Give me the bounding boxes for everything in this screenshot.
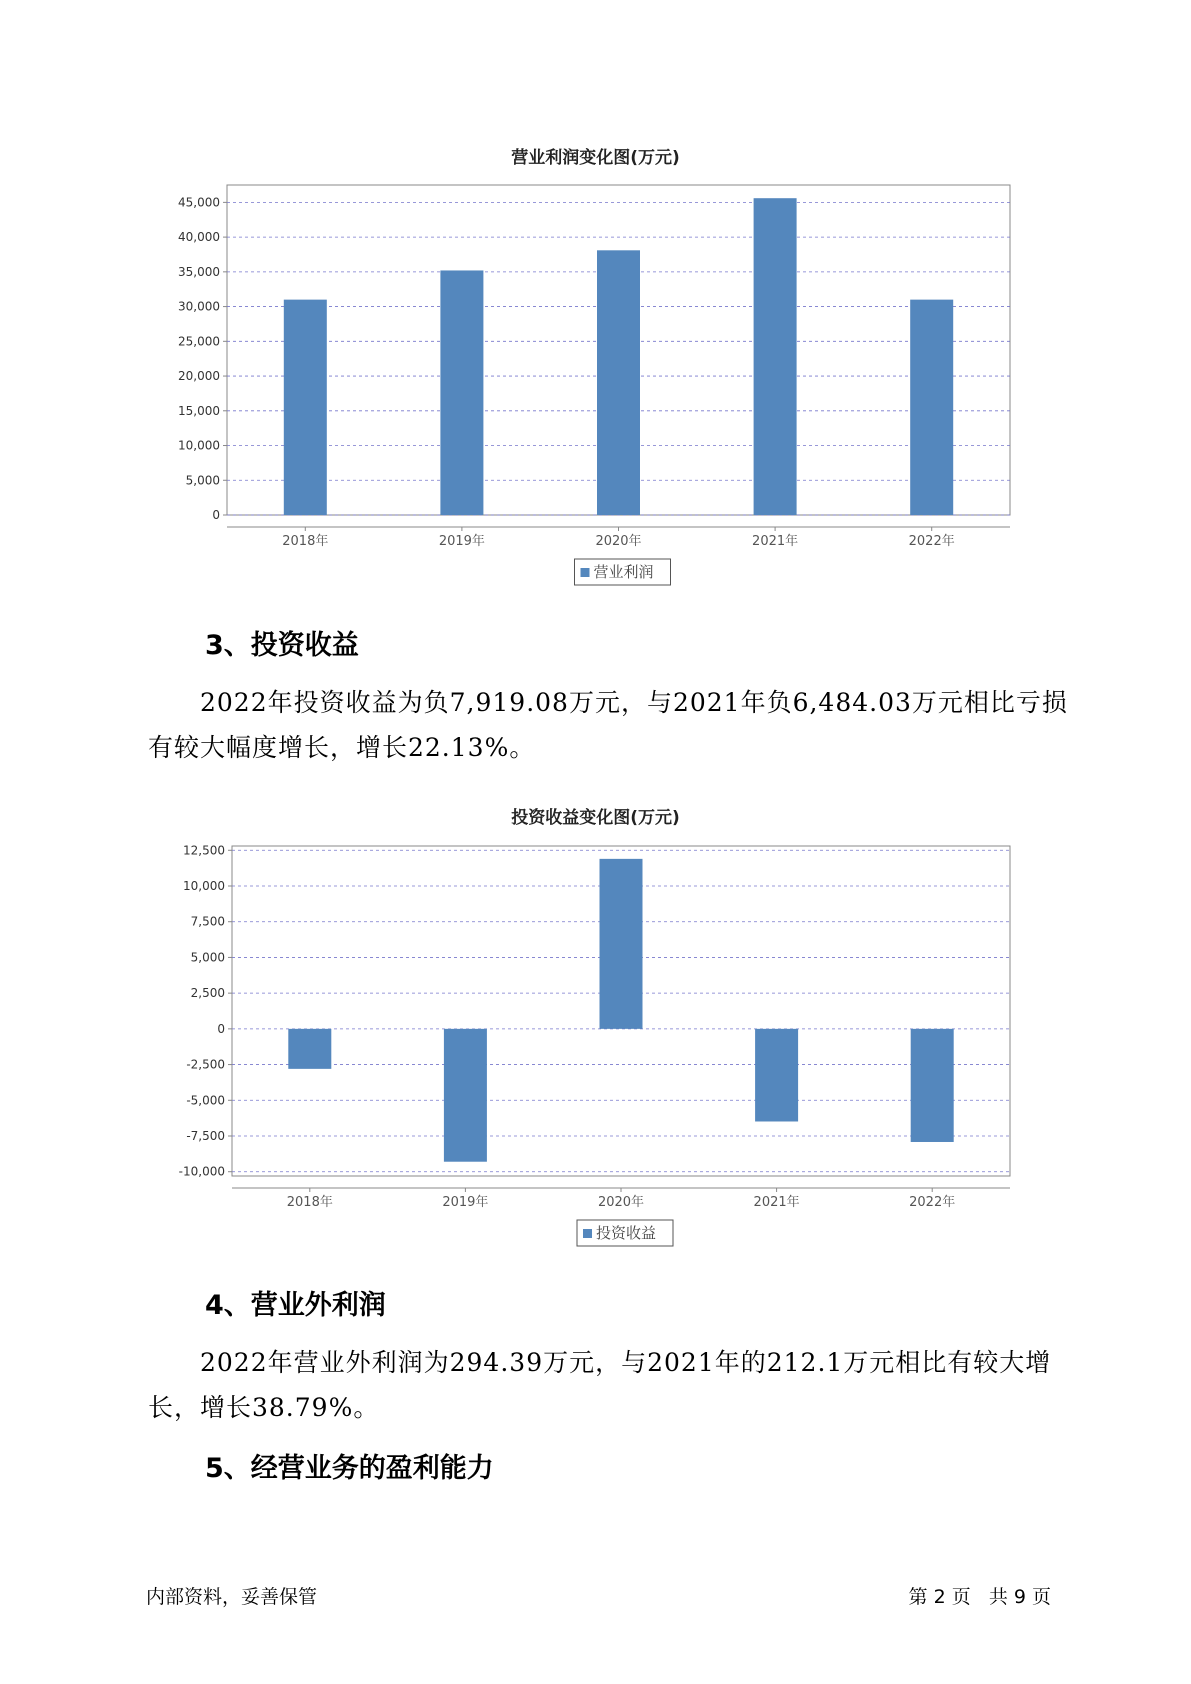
x-tick-label: 2020年 (595, 534, 642, 549)
x-tick-label: 2021年 (752, 534, 799, 549)
bar-2019年 (440, 270, 483, 515)
investment-income-chart (0, 830, 1191, 1250)
section-5-heading: 5、经营业务的盈利能力 (205, 1453, 494, 1484)
x-tick-label: 2022年 (908, 534, 955, 549)
y-tick-label: 25,000 (178, 334, 220, 349)
y-tick-label: 20,000 (178, 369, 220, 384)
y-tick-label: 30,000 (178, 299, 220, 314)
legend-swatch (583, 1229, 592, 1238)
section-3-heading: 3、投资收益 (205, 630, 359, 661)
investment-income-chart-title: 投资收益变化图(万元) (511, 808, 680, 828)
section-4-heading: 4、营业外利润 (205, 1290, 386, 1321)
bar-2018年 (288, 1029, 331, 1069)
legend-label: 营业利润 (593, 563, 654, 581)
y-tick-label: 7,500 (190, 914, 225, 929)
operating-profit-chart-title: 营业利润变化图(万元) (511, 148, 680, 168)
x-tick-label: 2020年 (597, 1195, 645, 1210)
y-tick-label: -7,500 (186, 1129, 225, 1143)
y-tick-label: 2,500 (190, 986, 225, 1001)
y-tick-label: -5,000 (186, 1093, 225, 1108)
y-tick-label: 45,000 (178, 195, 220, 210)
footer-page-number: 第 2 页 共 9 页 (908, 1586, 1051, 1608)
bar-2018年 (284, 300, 327, 515)
x-tick-label: 2019年 (442, 1195, 489, 1210)
y-tick-label: 0 (212, 508, 220, 522)
x-tick-label: 2018年 (286, 1195, 333, 1210)
y-tick-label: 15,000 (178, 403, 220, 418)
y-tick-label: -10,000 (178, 1164, 225, 1179)
y-tick-label: 10,000 (183, 879, 225, 893)
bar-2020年 (597, 250, 640, 515)
y-tick-label: 5,000 (190, 950, 225, 965)
y-tick-label: 5,000 (185, 473, 220, 488)
x-tick-label: 2021年 (753, 1195, 800, 1210)
bar-2021年 (755, 1029, 798, 1122)
y-tick-label: 10,000 (178, 438, 220, 453)
bar-2022年 (910, 300, 953, 515)
legend-swatch (581, 568, 590, 577)
section-4-paragraph: 2022年营业外利润为294.39万元，与2021年的212.1万元相比有较大增长，增长38.79%。 (148, 1348, 1052, 1422)
operating-profit-chart (0, 170, 1191, 590)
section-3-paragraph: 2022年投资收益为负7,919.08万元，与2021年负6,484.03万元相比亏损有较大幅度增长，增长22.13%。 (148, 688, 1068, 762)
bar-2021年 (754, 198, 797, 515)
bar-2019年 (444, 1029, 487, 1162)
bar-2020年 (600, 859, 643, 1029)
x-tick-label: 2022年 (909, 1195, 956, 1210)
y-tick-label: -2,500 (186, 1057, 225, 1072)
x-tick-label: 2018年 (282, 534, 329, 549)
bar-2022年 (911, 1029, 954, 1142)
footer-confidential-note: 内部资料，妥善保管 (146, 1586, 318, 1608)
y-tick-label: 0 (217, 1021, 225, 1036)
y-tick-label: 35,000 (178, 264, 220, 279)
y-tick-label: 40,000 (178, 230, 220, 245)
y-tick-label: 12,500 (183, 843, 225, 858)
legend-label: 投资收益 (596, 1224, 657, 1242)
x-tick-label: 2019年 (438, 534, 485, 549)
